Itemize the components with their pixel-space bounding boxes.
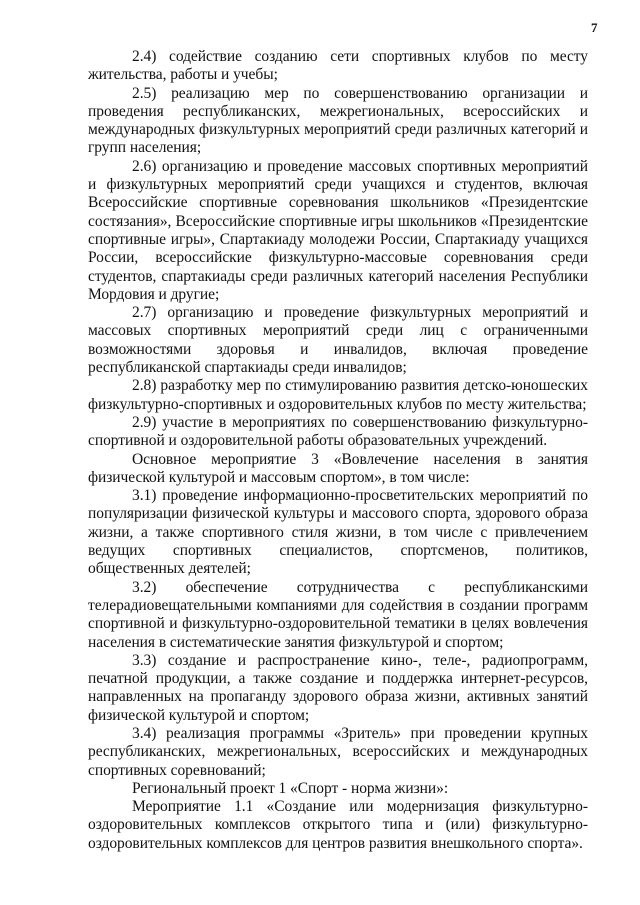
paragraph-event-1-1: Мероприятие 1.1 «Создание или модернизация физкультурно-оздоровительных комплексов открытого типа и (или) физкультурно-оздоровительных комплексов для центров развития внешкольного спорта». bbox=[88, 798, 588, 852]
paragraph-3-4: 3.4) реализация программы «Зритель» при проведении крупных республиканских, межрегиональных, всероссийских и международных спортивных соревнований; bbox=[88, 724, 588, 779]
paragraph-3-3: 3.3) создание и распространение кино-, теле-, радиопрограмм, печатной продукции, а также создание и поддержка интернет-ресурсов, направленных на пропаганду здорового образа жизни, активных занятий физической культурой и спортом; bbox=[88, 651, 588, 724]
paragraph-3-2: 3.2) обеспечение сотрудничества с республиканскими телерадиовещательными компаниями для содействия в создании программ спортивной и физкультурно-оздоровительной тематики в целях вовлечения населения в систематические занятия физкультурой и спортом; bbox=[88, 578, 588, 651]
paragraph-main-event-3: Основное мероприятие 3 «Вовлечение населения в занятия физической культурой и массовым спортом», в том числе: bbox=[88, 450, 588, 486]
paragraph-2-8: 2.8) разработку мер по стимулированию развития детско-юношеских физкультурно-спортивных и оздоровительных клубов по месту жительства; bbox=[88, 377, 588, 413]
paragraph-2-9: 2.9) участие в мероприятиях по совершенствованию физкультурно-спортивной и оздоровительной работы образовательных учреждений. bbox=[88, 413, 588, 450]
paragraph-2-7: 2.7) организацию и проведение физкультурных мероприятий и массовых спортивных мероприятий среди лиц с ограниченными возможностями здоровья и инвалидов, включая проведение республиканской спартакиады среди инвалидов; bbox=[88, 304, 588, 377]
paragraph-3-1: 3.1) проведение информационно-просветительских мероприятий по популяризации физической культуры и массового спорта, здорового образа жизни, а также спортивного стиля жизни, в том числе с привлечением ведущих спортивных специалистов, спортсменов, политиков, общественных деятелей; bbox=[88, 487, 588, 578]
paragraph-regional-project-1: Региональный проект 1 «Спорт - норма жизни»: bbox=[132, 779, 449, 797]
paragraph-2-5: 2.5) реализацию мер по совершенствованию организации и проведения республиканских, межрегиональных, всероссийских и международных физкультурных мероприятий среди различных категорий и групп населения; bbox=[88, 84, 588, 157]
document-body bbox=[88, 48, 588, 853]
paragraph-2-6: 2.6) организацию и проведение массовых спортивных мероприятий и физкультурных мероприятий среди учащихся и студентов, включая Всероссийские спортивные соревнования школьников «Президентские состязания», Всероссийские спортивные игры школьников «Президентские спортивные игры», Спартакиаду молодежи России, Спартакиаду учащихся России, всероссийские физкультурно-массовые соревнования среди студентов, спартакиады среди различных категорий населения Республики Мордовия и другие; bbox=[88, 157, 588, 303]
page-number: 7 bbox=[591, 20, 598, 35]
paragraph-2-4: 2.4) содействие созданию сети спортивных клубов по месту жительства, работы и учебы; bbox=[88, 48, 588, 84]
